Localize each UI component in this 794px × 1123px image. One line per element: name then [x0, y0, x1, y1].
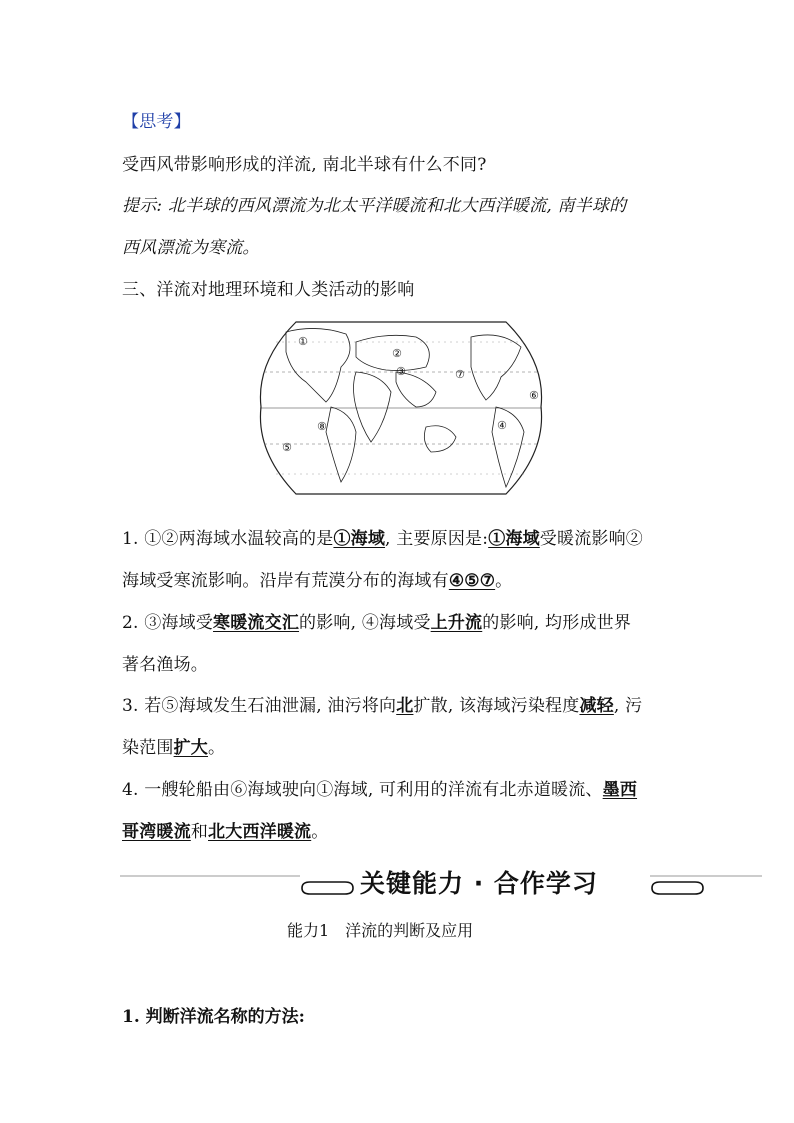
item4-line2-text-b: 和	[190, 822, 209, 842]
item4-line2-text-c: 。	[311, 822, 329, 842]
map-label-1: ①	[298, 335, 308, 348]
item1-text-b: , 主要原因是:	[385, 529, 489, 549]
hint-line-1: 提示: 北半球的西风漂流为北太平洋暖流和北大西洋暖流, 南半球的	[122, 196, 627, 216]
map-label-6: ⑥	[529, 389, 539, 402]
think-label: 【思考】	[122, 112, 191, 132]
item4-line2	[122, 817, 328, 842]
item2-text-b: 的影响, ④海域受	[299, 613, 431, 633]
item1-text-c: 受暖流影响②	[539, 529, 643, 549]
map-label-5: ⑤	[282, 441, 292, 454]
item4-text-a: 4. 一艘轮船由⑥海域驶向①海域, 可利用的洋流有北赤道暖流、	[122, 780, 603, 800]
item4-answer-1-cont: 哥湾暖流	[122, 822, 191, 842]
item4-line1	[122, 775, 637, 800]
item3-answer-2: 减轻	[579, 696, 614, 716]
item2-text-c: 的影响, 均形成世界	[482, 613, 632, 633]
map-label-2: ②	[392, 347, 402, 360]
item3-line1	[122, 691, 642, 716]
ability-subtitle: 能力1 洋流的判断及应用	[287, 921, 474, 940]
world-map	[256, 312, 546, 502]
item1-line2	[122, 566, 512, 591]
item2-answer-2: 上升流	[430, 613, 483, 633]
item1-answer-2: ①海域	[488, 529, 540, 549]
item3-answer-1: 北	[396, 696, 414, 716]
item1-line2-text-a: 海域受寒流影响。沿岸有荒漠分布的海域有	[122, 571, 449, 591]
map-label-7: ⑦	[455, 368, 465, 381]
hint-line-2: 西风漂流为寒流。	[122, 238, 260, 258]
item1-line2-text-b: 。	[495, 571, 513, 591]
map-label-4: ④	[497, 419, 507, 432]
section3-title: 三、洋流对地理环境和人类活动的影响	[122, 280, 415, 300]
map-label-3: ③	[396, 365, 406, 378]
item2-text-a: 2. ③海域受	[122, 613, 214, 633]
item4-answer-1: 墨西	[602, 780, 638, 800]
item1-line1	[122, 524, 643, 549]
item3-line2	[122, 733, 225, 758]
map-label-8: ⑧	[317, 420, 327, 433]
item3-line2-text-b: 。	[208, 738, 226, 758]
item3-text-c: , 污	[613, 696, 643, 716]
banner-title: 关键能力 · 合作学习	[360, 869, 598, 898]
item4-answer-2: 北大西洋暖流	[208, 822, 312, 842]
item3-answer-3: 扩大	[173, 738, 209, 758]
item1-answer-3: ④⑤⑦	[448, 571, 496, 591]
section1-title: 1. 判断洋流名称的方法:	[122, 1007, 305, 1027]
question-text: 受西风带影响形成的洋流, 南北半球有什么不同?	[122, 155, 487, 175]
item2-line2: 著名渔场。	[122, 655, 208, 675]
item3-line2-text-a: 染范围	[122, 738, 174, 758]
item1-answer-1: ①海域	[333, 529, 386, 549]
item2-answer-1: 寒暖流交汇	[213, 613, 300, 633]
item2-line1	[122, 608, 631, 633]
item1-text-a: 1. ①②两海域水温较高的是	[122, 529, 334, 549]
item3-text-b: 扩散, 该海域污染程度	[413, 696, 580, 716]
item3-text-a: 3. 若⑤海域发生石油泄漏, 油污将向	[122, 696, 397, 716]
